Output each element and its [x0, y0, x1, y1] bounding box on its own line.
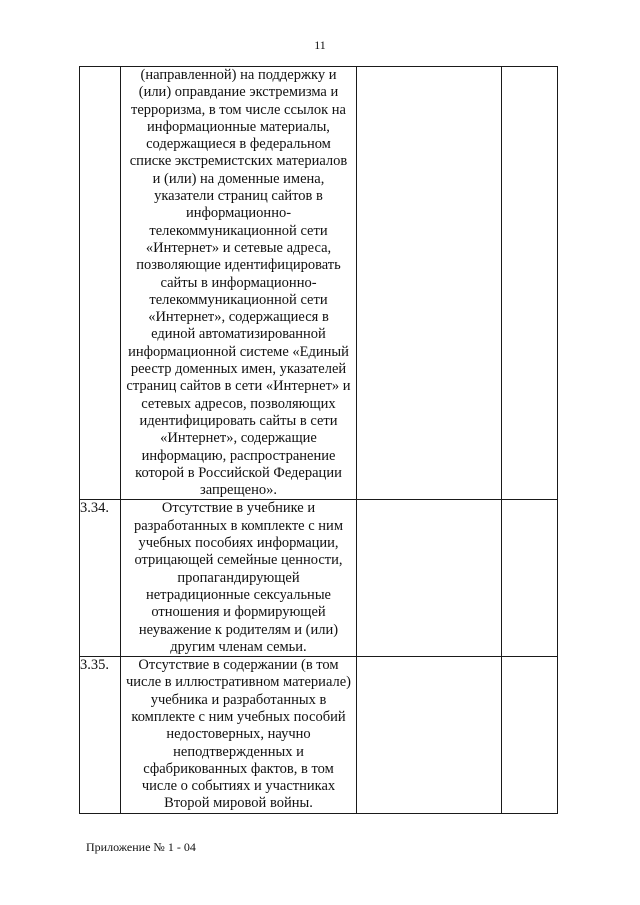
- table-row: [80, 500, 558, 657]
- criterion-line: реестр доменных имен, указателей: [130, 361, 347, 378]
- criterion-line: неуважение к родителям и (или): [138, 621, 339, 638]
- table-row: [80, 657, 558, 814]
- criterion-line: позволяющие идентифицировать: [136, 257, 341, 274]
- criterion-line: информацию, распространение: [141, 447, 336, 464]
- criterion-line: страниц сайтов в сети «Интернет» и: [126, 378, 351, 395]
- row-number: 3.34.: [80, 500, 121, 657]
- footer-appendix-label: Приложение № 1 - 04: [86, 840, 196, 854]
- criterion-line: которой в Российской Федерации: [135, 464, 342, 481]
- criterion-line: комплекте с ним учебных пособий: [131, 708, 346, 725]
- criterion-line: сфабрикованных фактов, в том: [143, 760, 334, 777]
- criterion-text: [121, 67, 357, 500]
- criterion-line: (или) оправдание экстремизма и: [138, 84, 339, 101]
- empty-cell: [502, 67, 558, 500]
- criterion-line: указатели страниц сайтов в: [154, 188, 323, 205]
- criterion-line: информационной системе «Единый: [128, 343, 349, 360]
- criterion-line: информационно-: [185, 205, 292, 222]
- criterion-line: числе в иллюстративном материале): [125, 674, 352, 691]
- criterion-line: недостоверных, научно: [166, 726, 311, 743]
- criterion-line: Отсутствие в учебнике и: [161, 500, 316, 517]
- criterion-line: другим членам семьи.: [170, 638, 307, 655]
- criterion-line: неподтвержденных и: [173, 743, 304, 760]
- criterion-line: числе о событиях и участниках: [141, 778, 336, 795]
- criterion-line: и (или) на доменные имена,: [152, 170, 325, 187]
- criterion-line: списке экстремистских материалов: [129, 153, 348, 170]
- criterion-line: Отсутствие в содержании (в том: [138, 657, 339, 674]
- criterion-line: отношения и формирующей: [151, 604, 326, 621]
- criterion-line: содержащиеся в федеральном: [146, 136, 331, 153]
- empty-cell: [357, 657, 502, 814]
- row-number: [80, 67, 121, 500]
- criterion-text: [121, 657, 357, 814]
- criterion-line: нетрадиционные сексуальные: [145, 586, 331, 603]
- criterion-line: терроризма, в том числе ссылок на: [131, 101, 346, 118]
- criteria-table: [79, 66, 558, 814]
- table-row: [80, 67, 558, 500]
- criterion-line: запрещено».: [200, 482, 277, 499]
- criterion-line: телекоммуникационной сети: [149, 222, 328, 239]
- criterion-line: информационные материалы,: [147, 118, 330, 135]
- criterion-line: (направленной) на поддержку и: [140, 67, 337, 83]
- empty-cell: [502, 500, 558, 657]
- criterion-line: единой автоматизированной: [151, 326, 326, 343]
- criterion-line: учебных пособиях информации,: [138, 535, 339, 552]
- criterion-text: [121, 500, 357, 657]
- criterion-line: «Интернет» и сетевые адреса,: [145, 239, 332, 256]
- criterion-line: отрицающей семейные ценности,: [134, 552, 343, 569]
- criterion-line: Второй мировой войны.: [164, 795, 313, 812]
- criterion-line: пропагандирующей: [177, 569, 300, 586]
- criteria-rows: [80, 67, 558, 814]
- row-number: 3.35.: [80, 657, 121, 814]
- criterion-line: разработанных в комплекте с ним: [134, 517, 343, 534]
- criterion-line: сайты в информационно-: [160, 274, 317, 291]
- criterion-line: телекоммуникационной сети: [149, 291, 328, 308]
- criterion-line: сетевых адресов, позволяющих: [141, 395, 336, 412]
- empty-cell: [357, 500, 502, 657]
- criterion-line: идентифицировать сайты в сети: [139, 412, 338, 429]
- empty-cell: [502, 657, 558, 814]
- criterion-line: «Интернет», содержащие: [160, 430, 317, 447]
- criterion-line: «Интернет», содержащиеся в: [148, 309, 329, 326]
- empty-cell: [357, 67, 502, 500]
- page-number: 11: [314, 38, 326, 52]
- criterion-line: учебника и разработанных в: [150, 691, 327, 708]
